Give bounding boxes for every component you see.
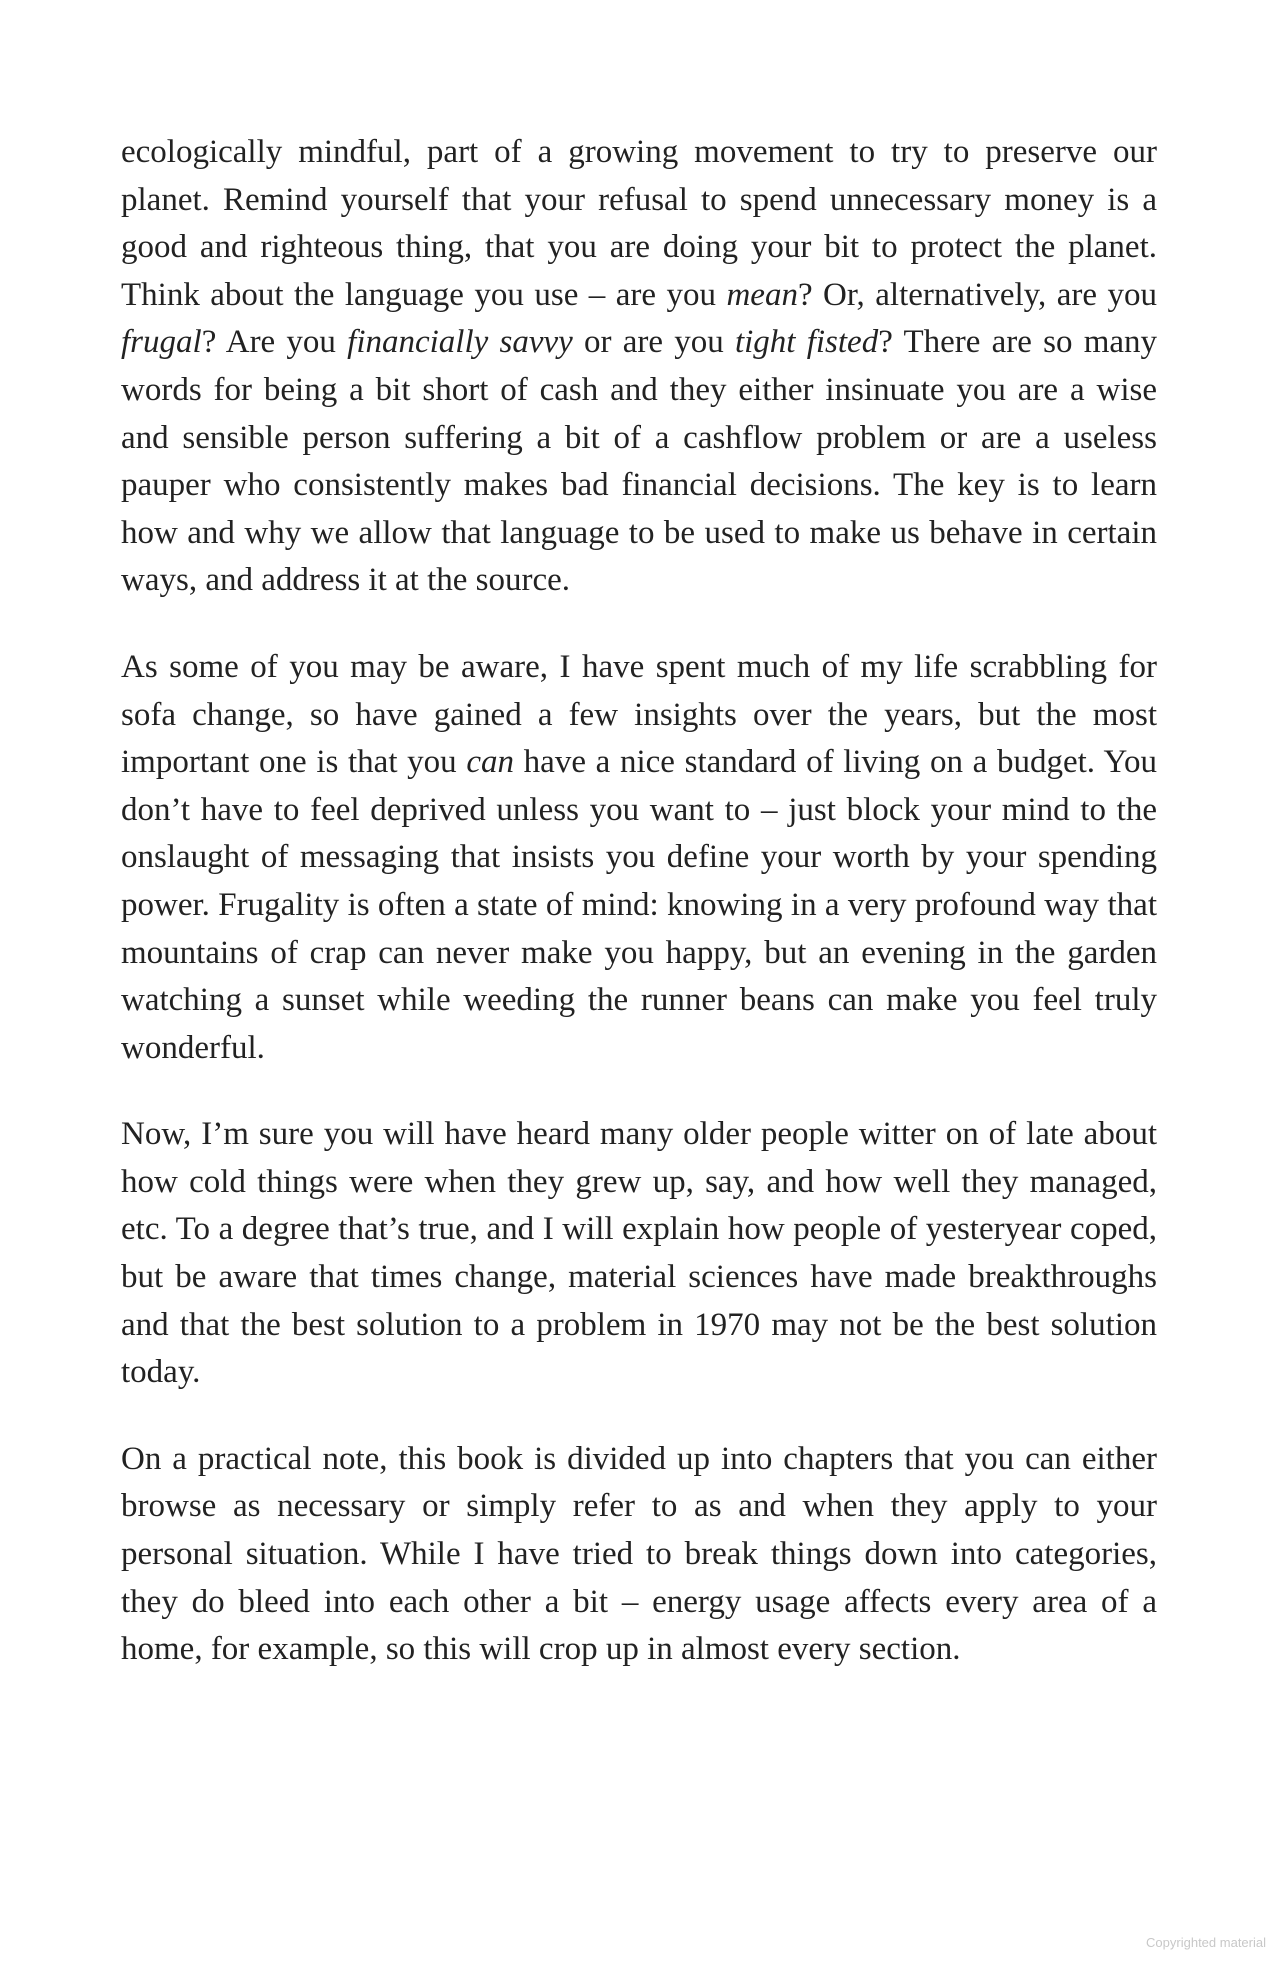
italic-word-mean: mean <box>726 276 798 313</box>
italic-word-can: can <box>466 744 514 781</box>
italic-phrase-tight-fisted: tight fisted <box>734 324 879 361</box>
paragraph-1-segment: ? There are so many words for being a bit short of cash and they either insinuate you are a wise and sensible person suffering a bit of a cashflow problem or are a useless pauper who consistently makes bad financial decisions. The key is to learn how and why we allow that language to be used to make us behave in certain ways, and address it at the source. <box>121 324 1158 599</box>
paragraph-1 <box>121 129 1157 605</box>
paragraph-1-segment: or are you <box>572 324 735 361</box>
paragraph-1-segment: ? Or, alternatively, are you <box>797 276 1157 313</box>
paragraph-3 <box>121 1111 1157 1397</box>
italic-word-frugal: frugal <box>121 324 202 361</box>
paragraph-1-segment: ecologically mindful, part of a growing movement to try to preserve our planet. Remind yourself that your refusal to spend unnecessary money is a good and righteous thing, that you are doing your bit to protect the planet. Think about the language you use – are you <box>121 134 1157 313</box>
paragraph-2-segment: As some of you may be aware, I have spent much of my life scrabbling for sofa change, so have gained a few insights over the years, but the most important one is that you <box>121 648 1157 781</box>
paragraph-2 <box>121 644 1157 1072</box>
paragraph-1-segment: ? Are you <box>201 324 348 361</box>
paragraph-3-segment: Now, I’m sure you will have heard many older people witter on of late about how cold things were when they grew up, say, and how well they managed, etc. To a degree that’s true, and I will explain how people of yesteryear coped, but be aware that times change, material sciences have made breakthroughs and that the best solution to a problem in 1970 may not be the best solution today. <box>121 1116 1157 1391</box>
paragraph-4 <box>121 1436 1157 1674</box>
italic-phrase-financially-savvy: financially savvy <box>347 324 573 361</box>
copyright-watermark: Copyrighted material <box>1146 1935 1266 1950</box>
paragraph-2-segment: have a nice standard of living on a budget. You don’t have to feel deprived unless you want to – just block your mind to the onslaught of messaging that insists you define your worth by your spending power. Frugality is often a state of mind: knowing in a very profound way that mountains of crap can never make you happy, but an evening in the garden watching a sunset while weeding the runner beans can make you feel truly wonderful. <box>121 744 1157 1066</box>
book-page-body <box>121 129 1157 1713</box>
paragraph-4-segment: On a practical note, this book is divided up into chapters that you can either browse as necessary or simply refer to as and when they apply to your personal situation. While I have tried to break things down into categories, they do bleed into each other a bit – energy usage affects every area of a home, for example, so this will crop up in almost every section. <box>121 1440 1157 1668</box>
